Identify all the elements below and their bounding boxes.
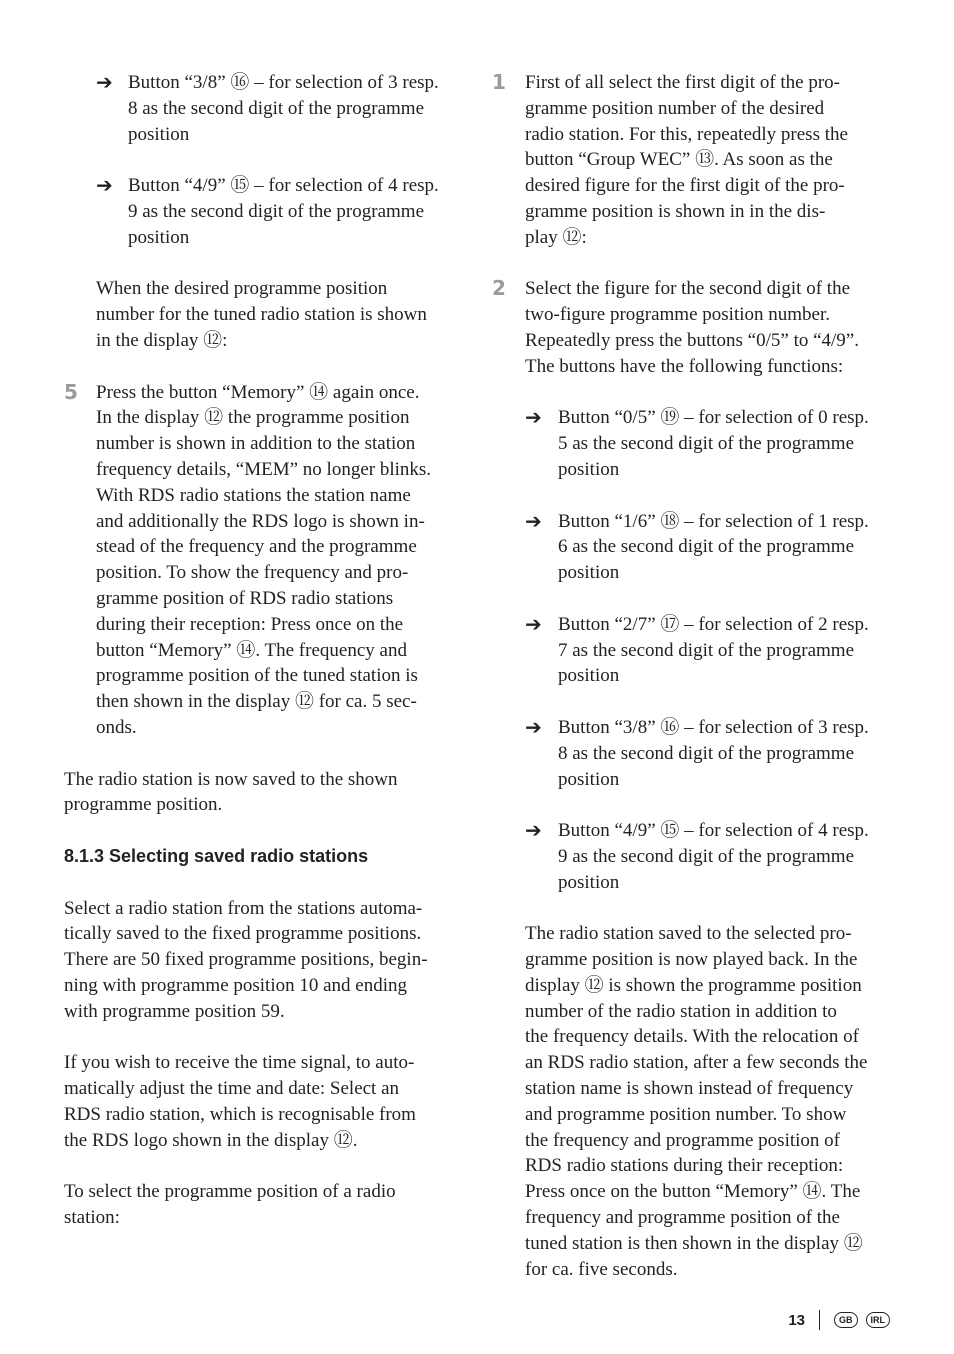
bullet-text: [558, 612, 892, 689]
text-line: 8 as the second digit of the programme: [558, 742, 855, 764]
text-line: during their reception: Press once on the: [96, 613, 404, 635]
footer-divider: [819, 1310, 820, 1330]
text-line: position: [558, 562, 620, 584]
text-line: display ⑫ is shown the programme position: [525, 974, 862, 996]
arrow-right-icon: ➔: [525, 818, 542, 843]
text-line: button “Group WEC” ⑬. As soon as the: [525, 149, 833, 171]
text-line: gramme position of RDS radio stations: [96, 587, 394, 609]
text-line: The buttons have the following functions:: [525, 355, 844, 377]
text-line: The radio station is now saved to the shown: [64, 768, 398, 790]
text-line: The radio station saved to the selected pro-: [525, 923, 852, 945]
step-2: [492, 276, 892, 379]
text-line: Button “0/5” ⑲ – for selection of 0 resp.: [558, 407, 869, 429]
bullet-button-2-7: [492, 612, 892, 689]
text-line: stead of the frequency and the programme: [96, 536, 417, 558]
bullet-button-1-6: [492, 509, 892, 586]
text-line: Press once on the button “Memory” ⑭. The: [525, 1181, 861, 1203]
text-line: In the display ⑫ the programme position: [96, 407, 410, 429]
text-line: position: [558, 665, 620, 687]
text-line: position: [558, 871, 620, 893]
select-position-paragraph: [64, 1179, 464, 1231]
text-line: There are 50 fixed programme positions, begin-: [64, 949, 428, 971]
text-line: number of the radio station in addition to: [525, 1000, 837, 1022]
text-line: position: [128, 226, 190, 248]
text-line: RDS radio stations during their reception:: [525, 1155, 844, 1177]
step-number: 1: [492, 70, 506, 94]
step-number: 5: [64, 379, 78, 404]
text-line: two-figure programme position number.: [525, 304, 830, 326]
arrow-right-icon: ➔: [525, 714, 542, 739]
bullet-text: [128, 70, 464, 147]
text-line: gramme position is now played back. In the: [525, 949, 858, 971]
country-badge-irl: IRL: [866, 1312, 891, 1328]
text-line: onds.: [96, 716, 137, 738]
text-line: position: [558, 458, 620, 480]
text-line: 8 as the second digit of the programme: [128, 97, 425, 119]
text-line: Button “3/8” ⑯ – for selection of 3 resp.: [558, 716, 869, 738]
text-line: Button “4/9” ⑮ – for selection of 4 resp.: [558, 820, 869, 842]
step-5: [64, 380, 464, 741]
bullet-button-4-9: [64, 173, 464, 250]
text-line: gramme position is shown in in the dis-: [525, 200, 826, 222]
text-line: 5 as the second digit of the programme: [558, 433, 855, 455]
text-line: tuned station is then shown in the display ⑫: [525, 1232, 863, 1254]
text-line: Repeatedly press the buttons “0/5” to “4/9”.: [525, 329, 859, 351]
arrow-right-icon: ➔: [96, 70, 113, 94]
text-line: Button “4/9” ⑮ – for selection of 4 resp.: [128, 175, 439, 197]
bullet-button-4-9: [492, 818, 892, 895]
text-line: with programme position 59.: [64, 1000, 285, 1022]
text-line: RDS radio station, which is recognisable from: [64, 1103, 416, 1125]
text-line: frequency and programme position of the: [525, 1207, 840, 1229]
text-line: To select the programme position of a radio: [64, 1181, 396, 1203]
text-line: Button “3/8” ⑯ – for selection of 3 resp.: [128, 72, 439, 93]
text-line: button “Memory” ⑭. The frequency and: [96, 639, 407, 661]
text-line: number is shown in addition to the station: [96, 433, 416, 455]
text-line: station name is shown instead of frequency: [525, 1078, 854, 1100]
step-1: [492, 70, 892, 251]
text-line: When the desired programme position: [96, 278, 388, 300]
text-line: First of all select the first digit of the pro-: [525, 72, 841, 93]
text-line: frequency details, “MEM” no longer blinks.: [96, 458, 432, 480]
text-line: programme position.: [64, 794, 223, 816]
arrow-right-icon: ➔: [525, 508, 542, 533]
page-number: 13: [788, 1311, 805, 1329]
bullet-text: [128, 173, 464, 250]
section-heading: 8.1.3 Selecting saved radio stations: [64, 845, 369, 866]
right-column: [492, 70, 892, 1282]
when-paragraph: [64, 276, 464, 353]
text-line: in the display ⑫:: [96, 329, 228, 351]
text-line: 7 as the second digit of the programme: [558, 639, 855, 661]
text-line: ning with programme position 10 and ending: [64, 974, 408, 996]
text-line: position: [128, 123, 190, 145]
text-line: and programme position number. To show: [525, 1103, 847, 1125]
text-line: matically adjust the time and date: Select an: [64, 1078, 400, 1100]
text-line: the frequency and programme position of: [525, 1129, 840, 1151]
text-line: Select the figure for the second digit of the: [525, 278, 851, 300]
text-line: the RDS logo shown in the display ⑫.: [64, 1129, 358, 1151]
text-line: Button “1/6” ⑱ – for selection of 1 resp.: [558, 510, 869, 532]
page-footer: [788, 1310, 890, 1330]
select-paragraph: [64, 896, 464, 1025]
bullet-button-0-5: [492, 405, 892, 482]
text-line: then shown in the display ⑫ for ca. 5 sec-: [96, 691, 417, 713]
step-text: [525, 70, 892, 251]
country-badge-gb: GB: [834, 1312, 858, 1328]
text-line: for ca. five seconds.: [525, 1258, 678, 1280]
bullet-button-3-8: [64, 70, 464, 147]
text-line: With RDS radio stations the station name: [96, 484, 411, 506]
time-signal-paragraph: [64, 1050, 464, 1153]
text-line: gramme position number of the desired: [525, 97, 825, 119]
text-line: 9 as the second digit of the programme: [128, 200, 425, 222]
text-line: an RDS radio station, after a few seconds the: [525, 1052, 868, 1074]
arrow-right-icon: ➔: [96, 173, 113, 198]
left-column: [64, 70, 464, 1231]
text-line: station:: [64, 1207, 120, 1229]
text-line: position: [558, 768, 620, 790]
text-line: If you wish to receive the time signal, to auto-: [64, 1052, 415, 1074]
bullet-text: [558, 818, 892, 895]
arrow-right-icon: ➔: [525, 611, 542, 636]
text-line: and additionally the RDS logo is shown in-: [96, 510, 425, 532]
step-text: [96, 380, 464, 741]
text-line: play ⑫:: [525, 226, 587, 248]
text-line: 6 as the second digit of the programme: [558, 536, 855, 558]
text-line: Button “2/7” ⑰ – for selection of 2 resp.: [558, 613, 869, 635]
bullet-text: [558, 405, 892, 482]
text-line: Select a radio station from the stations automa-: [64, 897, 423, 919]
saved-paragraph: [64, 767, 464, 819]
text-line: radio station. For this, repeatedly press the: [525, 123, 848, 145]
step-text: [525, 276, 892, 379]
text-line: the frequency details. With the relocation of: [525, 1026, 859, 1048]
final-paragraph: [492, 921, 892, 1282]
text-line: position. To show the frequency and pro-: [96, 562, 409, 584]
text-line: Press the button “Memory” ⑭ again once.: [96, 381, 420, 403]
text-line: desired figure for the first digit of the pro-: [525, 175, 845, 197]
step-number: 2: [492, 276, 506, 301]
text-line: programme position of the tuned station is: [96, 665, 418, 687]
arrow-right-icon: ➔: [525, 405, 542, 430]
text-line: number for the tuned radio station is shown: [96, 304, 427, 326]
bullet-text: [558, 715, 892, 792]
bullet-button-3-8: [492, 715, 892, 792]
text-line: 9 as the second digit of the programme: [558, 845, 855, 867]
bullet-text: [558, 509, 892, 586]
text-line: tically saved to the fixed programme positions.: [64, 923, 422, 945]
